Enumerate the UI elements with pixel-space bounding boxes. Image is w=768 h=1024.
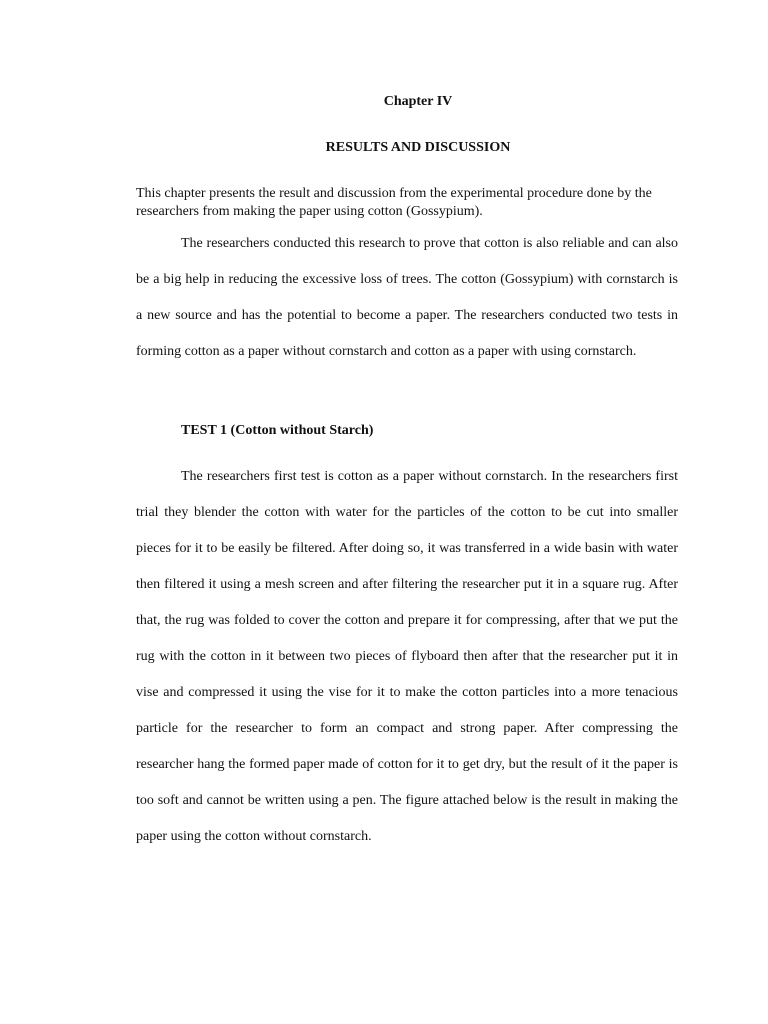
section-title: RESULTS AND DISCUSSION <box>325 140 511 155</box>
intro-paragraph: This chapter presents the result and discussion from the experimental procedure done by the researchers from making the paper using cotton (Gossypium). <box>136 186 652 219</box>
body-paragraph-1: The researchers conducted this research to prove that cotton is also reliable and can also be a big help in reducing the excessive loss of trees. The cotton (Gossypium) with cornstarch is a new source and has the potential to become a paper. The researchers conducted two tests in forming cotton as a paper without cornstarch and cotton as a paper with using cornstarch. <box>136 236 678 359</box>
test1-heading: TEST 1 (Cotton without Starch) <box>181 423 374 438</box>
body-paragraph-2: The researchers first test is cotton as a paper without cornstarch. In the researchers first trial they blender the cotton with water for the particles of the cotton to be cut into smaller pieces for it to be easily be filtered. After doing so, it was transferred in a wide basin with water then filtered it using a mesh screen and after filtering the researcher put it in a square rug. After that, the rug was folded to cover the cotton and prepare it for compressing, after that we put the rug with the cotton in it between two pieces of flyboard then after that the researcher put it in vise and compressed it using the vise for it to make the cotton particles into a more tenacious particle for the researcher to form an compact and strong paper. After compressing the researcher hang the formed paper made of cotton for it to get dry, but the result of it the paper is too soft and cannot be written using a pen. The figure attached below is the result in making the paper using the cotton without cornstarch. <box>136 469 678 844</box>
chapter-heading: Chapter IV <box>383 94 453 109</box>
